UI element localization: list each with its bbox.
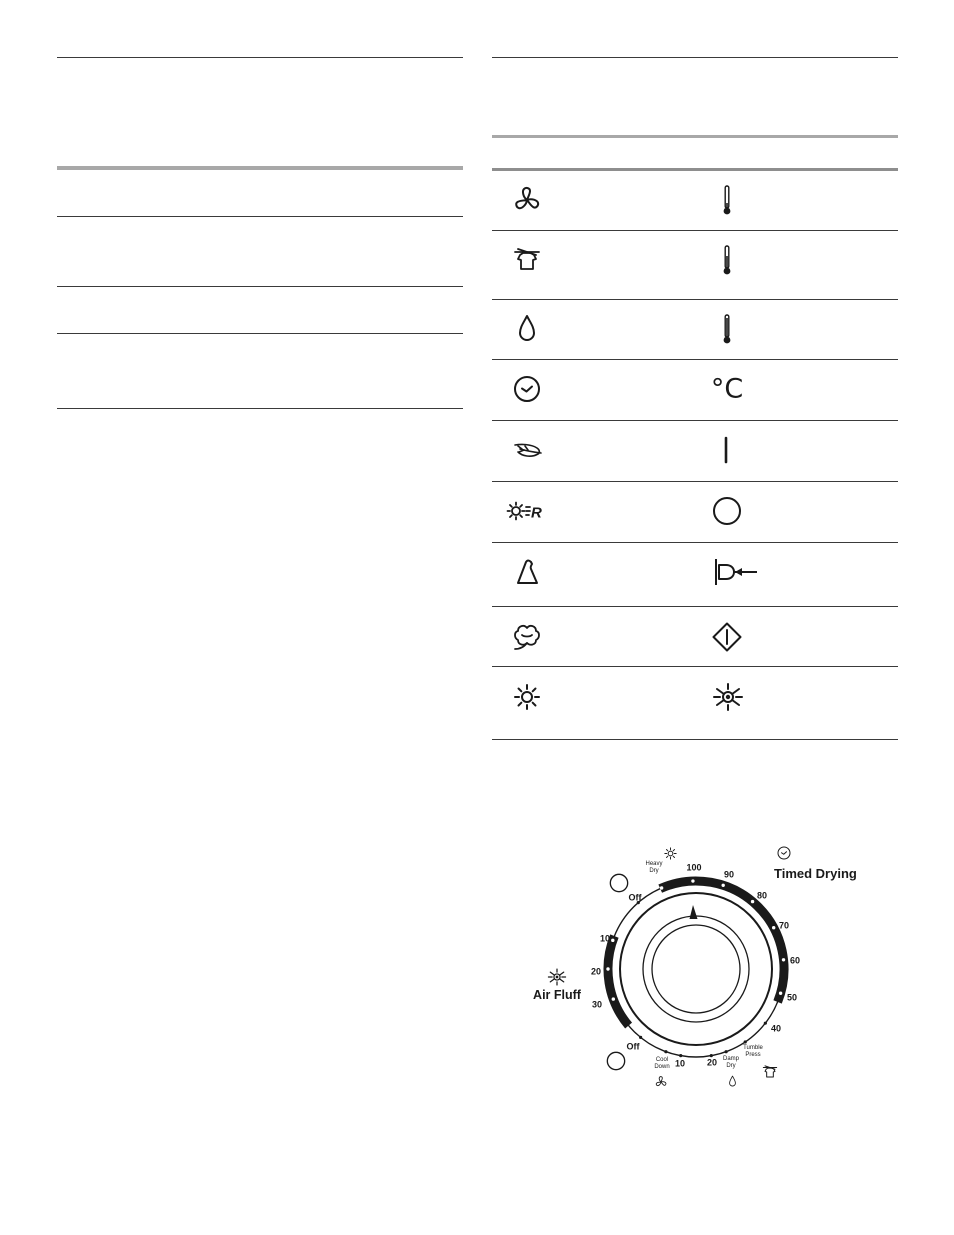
thermometer-medium-icon <box>709 242 745 278</box>
sun-icon <box>509 679 545 715</box>
power-on-icon <box>708 432 744 468</box>
drop-icon <box>509 311 545 347</box>
tumble-press-icon <box>760 1062 780 1082</box>
left-header-rule <box>57 166 463 170</box>
symbol-table-top-rule <box>492 135 898 138</box>
symbol-table-header-rule <box>492 168 898 171</box>
cotton-icon <box>509 619 545 655</box>
heavy-dry-line2: Dry <box>649 868 659 874</box>
symbol-row-divider <box>492 542 898 543</box>
dial-dot <box>744 1040 747 1043</box>
dial-dot <box>721 884 724 887</box>
power-off-icon <box>604 1049 628 1073</box>
sun-icon <box>662 845 679 862</box>
timed-mark: 70 <box>778 920 790 931</box>
left-top-rule <box>57 57 463 58</box>
power-off-icon <box>607 871 631 895</box>
air-fluff-mark: 10 <box>599 933 611 944</box>
symbol-table-bottom-rule <box>492 739 898 740</box>
power-off-icon <box>709 493 745 529</box>
symbol-row-divider <box>492 299 898 300</box>
dial-dot <box>764 1022 767 1025</box>
dial-dot <box>612 997 615 1000</box>
dial-dot <box>611 939 614 942</box>
left-row-divider <box>57 216 463 217</box>
air-fluff-sun-icon <box>546 966 568 988</box>
off-bottom-label: Off <box>626 1041 640 1052</box>
plug-arrow-icon <box>711 554 759 590</box>
air-fluff-label: Air Fluff <box>533 987 581 1002</box>
symbol-row-divider <box>492 230 898 231</box>
wrinkle-r-letter: R <box>531 504 542 522</box>
left-bottom-rule <box>57 408 463 409</box>
left-row-divider <box>57 333 463 334</box>
dial-dot <box>691 879 694 882</box>
air-fluff-mark: 30 <box>591 999 603 1010</box>
thermometer-low-icon <box>709 182 745 218</box>
sun-wrinkle-r-icon <box>505 493 549 529</box>
dial-dot <box>751 900 754 903</box>
left-row-divider <box>57 286 463 287</box>
damp-dry-line2: Dry <box>726 1063 736 1069</box>
timed-drying-label: Timed Drying <box>774 866 857 881</box>
dial-dot <box>782 958 785 961</box>
dial-pointer <box>690 905 698 919</box>
tumble-press-line1: Tumble <box>743 1045 763 1051</box>
cool-down-mark: 10 <box>674 1058 686 1069</box>
symbol-row-divider <box>492 420 898 421</box>
dial-knob-inner <box>652 925 740 1013</box>
timed-mark: 50 <box>786 992 798 1003</box>
celsius-symbol: °C <box>710 373 744 405</box>
off-top-label: Off <box>628 892 642 903</box>
dial-dot <box>779 992 782 995</box>
dial-dot <box>679 1054 682 1057</box>
air-fluff-mark: 20 <box>590 966 602 977</box>
timed-mark: 100 <box>686 862 702 873</box>
tapered-triangle-icon <box>509 554 545 590</box>
tumble-press-icon <box>509 242 545 278</box>
timed-mark: 40 <box>770 1023 782 1034</box>
cool-down-line2: Down <box>654 1064 670 1070</box>
heavy-dry-line1: Heavy <box>645 861 663 867</box>
dial-dot <box>606 967 609 970</box>
right-top-rule <box>492 57 898 58</box>
cool-down-label <box>651 1057 673 1071</box>
cool-down-line1: Cool <box>655 1057 669 1063</box>
heavy-dry-label <box>643 861 665 875</box>
timed-mark: 60 <box>789 955 801 966</box>
symbol-row-divider <box>492 666 898 667</box>
fan-icon <box>653 1074 669 1090</box>
timed-mark: 90 <box>723 869 735 880</box>
damp-dry-label <box>720 1056 742 1070</box>
clock-icon <box>775 844 793 862</box>
air-fluff-arc <box>608 936 629 1026</box>
start-diamond-icon <box>709 619 745 655</box>
tumble-press-line2: Press <box>745 1052 761 1058</box>
feather-icon <box>509 432 545 468</box>
dial-dot <box>639 1036 642 1039</box>
symbol-row-divider <box>492 606 898 607</box>
cool-down-mark: 20 <box>706 1057 718 1068</box>
dial-dot <box>725 1050 728 1053</box>
dryness-dial <box>520 835 810 1085</box>
clock-icon <box>509 371 545 407</box>
dial-dot <box>772 926 775 929</box>
drop-icon <box>725 1074 740 1089</box>
timed-mark: 80 <box>756 890 768 901</box>
tumble-press-label <box>740 1045 766 1059</box>
symbol-row-divider <box>492 359 898 360</box>
symbol-row-divider <box>492 481 898 482</box>
fan-icon <box>509 182 545 218</box>
dial-dot <box>664 1050 667 1053</box>
thermometer-high-icon <box>709 311 745 347</box>
air-fluff-sun-icon <box>710 679 746 715</box>
damp-dry-line1: Damp <box>722 1056 739 1062</box>
dial-dot <box>660 886 663 889</box>
dial-knob-outer <box>643 916 749 1022</box>
